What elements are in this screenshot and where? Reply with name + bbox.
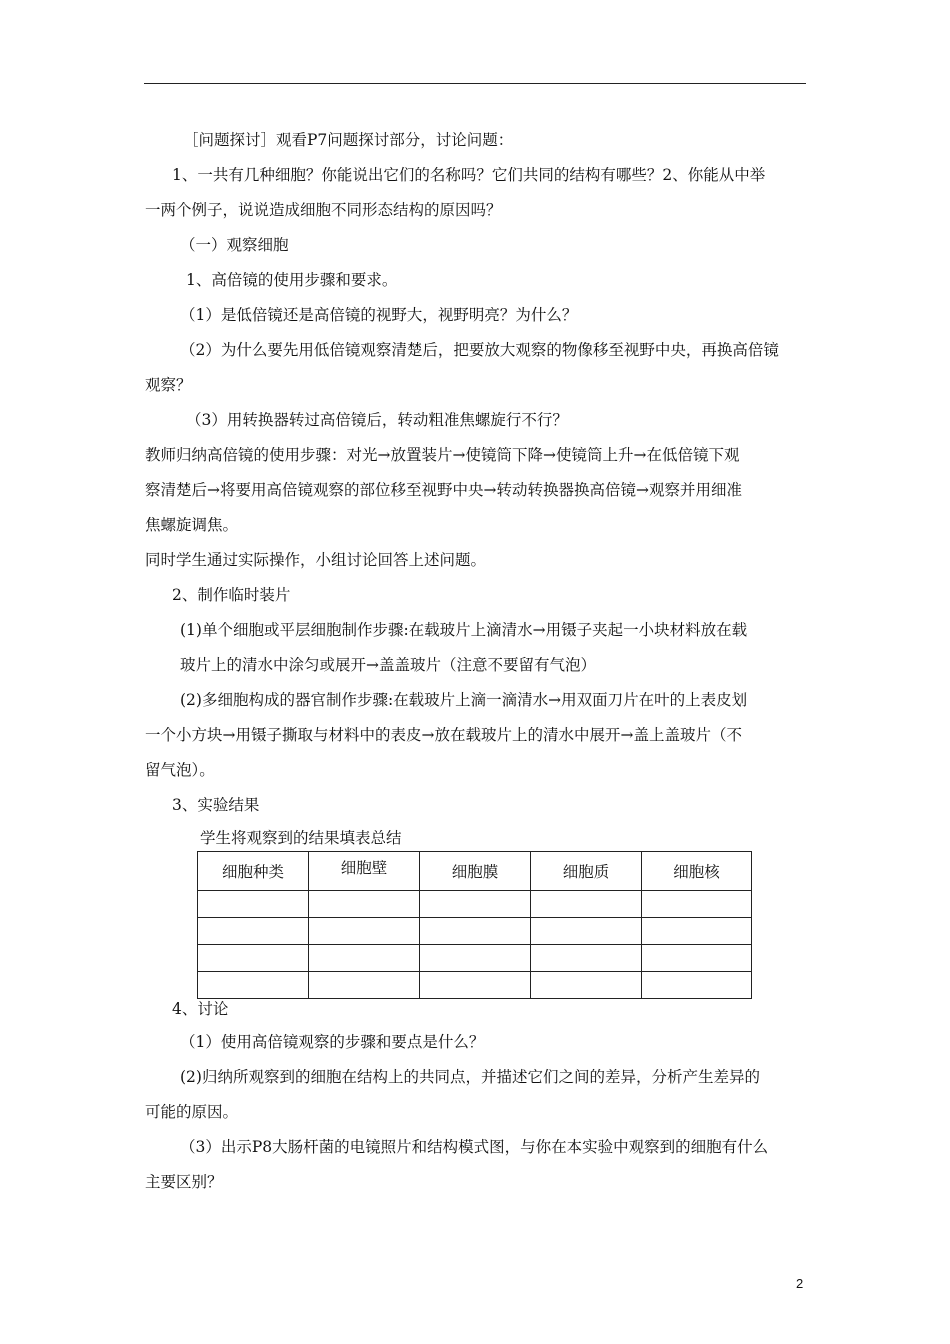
table-row xyxy=(198,945,752,972)
table-cell xyxy=(198,972,309,999)
paragraph-line: 学生将观察到的结果填表总结 xyxy=(200,829,402,847)
header-rule xyxy=(144,83,806,84)
paragraph-line: 留气泡）。 xyxy=(145,761,215,779)
question-line: 观察？ xyxy=(145,376,192,394)
paragraph-line: (1)单个细胞或平层细胞制作步骤:在载玻片上滴清水→用镊子夹起一小块材料放在载 xyxy=(180,621,748,639)
table-cell xyxy=(531,972,642,999)
subsection-heading: 1、高倍镜的使用步骤和要求。 xyxy=(186,271,398,289)
problem-discussion-heading: ［问题探讨］观看P7问题探讨部分，讨论问题： xyxy=(183,131,514,149)
question-line: （3）出示P8大肠杆菌的电镜照片和结构模式图，与你在本实验中观察到的细胞有什么 xyxy=(180,1138,769,1156)
question-line: （1）使用高倍镜观察的步骤和要点是什么？ xyxy=(180,1033,485,1051)
page-number: 2 xyxy=(796,1276,804,1291)
table-cell xyxy=(198,945,309,972)
subsection-heading: 3、实验结果 xyxy=(172,796,260,814)
section-heading: （一）观察细胞 xyxy=(180,236,289,254)
table-header-cell: 细胞质 xyxy=(531,852,642,891)
table-cell xyxy=(198,891,309,918)
table-cell xyxy=(642,918,752,945)
paragraph-line: 教师归纳高倍镜的使用步骤：对光→放置装片→使镜筒下降→使镜筒上升→在低倍镜下观 xyxy=(145,446,740,464)
table-row xyxy=(198,972,752,999)
question-line: （1）是低倍镜还是高倍镜的视野大，视野明亮？为什么？ xyxy=(180,306,578,324)
table-row xyxy=(198,891,752,918)
table-cell xyxy=(198,918,309,945)
table-header-cell: 细胞种类 xyxy=(198,852,309,891)
paragraph-line: 玻片上的清水中涂匀或展开→盖盖玻片（注意不要留有气泡） xyxy=(180,656,596,674)
table-cell xyxy=(309,945,420,972)
table-header-cell: 细胞核 xyxy=(642,852,752,891)
results-table xyxy=(197,851,752,999)
question-line: （2）为什么要先用低倍镜观察清楚后，把要放大观察的物像移至视野中央，再换高倍镜 xyxy=(180,341,779,359)
table-cell xyxy=(420,891,531,918)
question-line: 1、一共有几种细胞？你能说出它们的名称吗？它们共同的结构有哪些？2、你能从中举 xyxy=(172,166,766,184)
table-cell xyxy=(309,918,420,945)
table-cell xyxy=(531,918,642,945)
paragraph-line: 一个小方块→用镊子撕取与材料中的表皮→放在载玻片上的清水中展开→盖上盖玻片（不 xyxy=(145,726,742,744)
table-cell xyxy=(420,945,531,972)
question-line: （3）用转换器转过高倍镜后，转动粗准焦螺旋行不行？ xyxy=(186,411,568,429)
table-header-row xyxy=(198,852,752,891)
table-header-cell: 细胞壁 xyxy=(309,852,420,891)
question-line: 一两个例子，说说造成细胞不同形态结构的原因吗？ xyxy=(145,201,502,219)
question-line: 可能的原因。 xyxy=(145,1103,239,1121)
table-cell xyxy=(642,972,752,999)
paragraph-line: 同时学生通过实际操作，小组讨论回答上述问题。 xyxy=(145,551,487,569)
table-cell xyxy=(531,945,642,972)
subsection-heading: 2、制作临时装片 xyxy=(172,586,291,604)
paragraph-line: 察清楚后→将要用高倍镜观察的部位移至视野中央→转动转换器换高倍镜→观察并用细准 xyxy=(145,481,742,499)
table-cell xyxy=(309,972,420,999)
question-line: 主要区别？ xyxy=(145,1173,223,1191)
question-line: (2)归纳所观察到的细胞在结构上的共同点，并描述它们之间的差异，分析产生差异的 xyxy=(180,1068,760,1086)
table-cell xyxy=(309,891,420,918)
table-cell xyxy=(420,972,531,999)
table-cell xyxy=(642,891,752,918)
table-cell xyxy=(642,945,752,972)
table-cell xyxy=(420,918,531,945)
table-cell xyxy=(531,891,642,918)
table-row xyxy=(198,918,752,945)
subsection-heading: 4、讨论 xyxy=(172,1000,229,1018)
table-header-cell: 细胞膜 xyxy=(420,852,531,891)
paragraph-line: 焦螺旋调焦。 xyxy=(145,516,239,534)
paragraph-line: (2)多细胞构成的器官制作步骤:在载玻片上滴一滴清水→用双面刀片在叶的上表皮划 xyxy=(180,691,748,709)
